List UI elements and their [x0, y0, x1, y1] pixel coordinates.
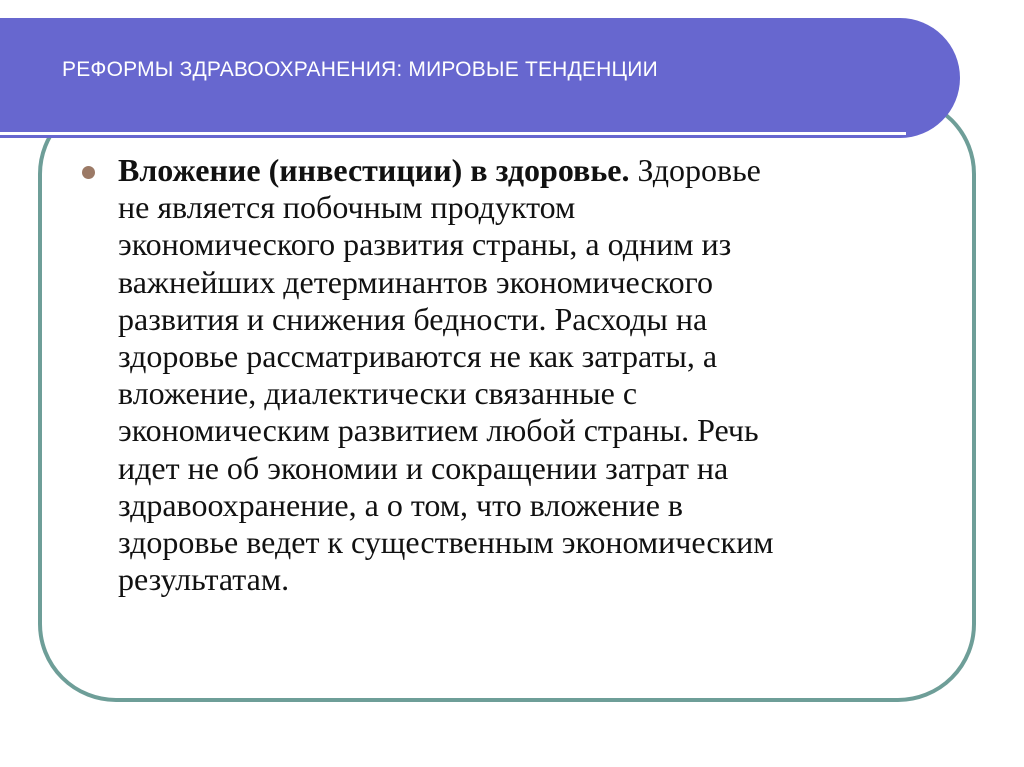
- bullet-line: здоровье рассматриваются не как затраты, а: [118, 338, 718, 375]
- bullet-line: здоровье ведет к существенным экономическим: [118, 524, 774, 561]
- bullet-line: не является побочным продуктом: [118, 189, 576, 226]
- bullet-line: идет не об экономии и сокращении затрат на: [118, 449, 729, 486]
- bullet-lead: Вложение (инвестиции) в здоровье.: [118, 152, 630, 188]
- title-underline: [0, 132, 906, 135]
- bullet-line: результатам.: [118, 561, 290, 598]
- bullet-icon: [82, 166, 95, 179]
- bullet-line: экономического развития страны, а одним из: [118, 226, 732, 263]
- bullet-line: Здоровье: [637, 152, 761, 188]
- bullet-line: развития и снижения бедности. Расходы на: [118, 300, 708, 337]
- slide-title: РЕФОРМЫ ЗДРАВООХРАНЕНИЯ: МИРОВЫЕ ТЕНДЕНЦИИ: [62, 58, 658, 81]
- bullet-line: важнейших детерминантов экономического: [118, 263, 713, 300]
- bullet-text: [118, 152, 958, 598]
- bullet-line: здравоохранение, а о том, что вложение в: [118, 486, 683, 523]
- bullet-line: вложение, диалектически связанные с: [118, 375, 638, 412]
- bullet-line: экономическим развитием любой страны. Речь: [118, 412, 759, 449]
